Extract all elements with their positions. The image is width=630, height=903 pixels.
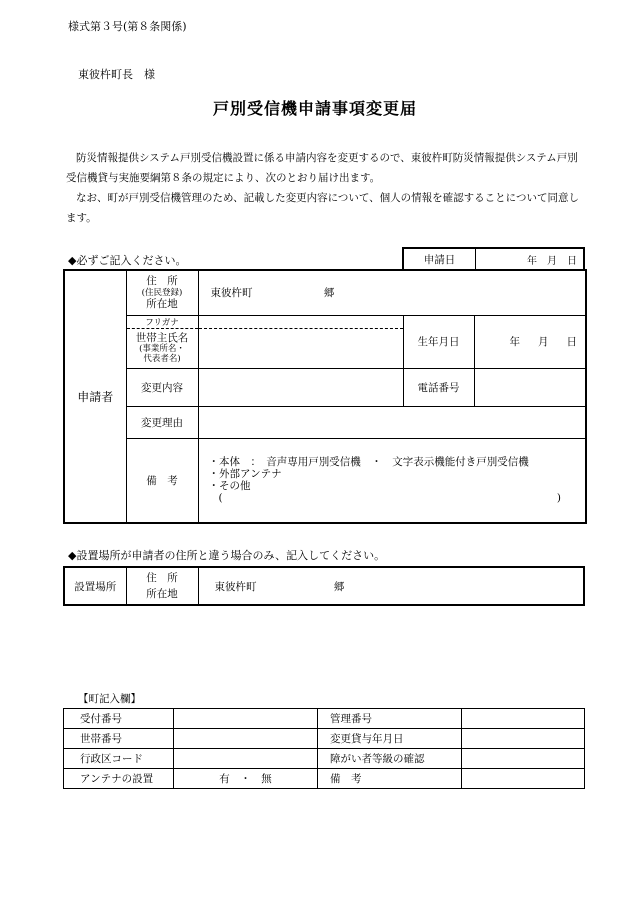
- applicant-table: [63, 269, 587, 524]
- town-right-value[interactable]: [462, 769, 585, 789]
- table-row: [64, 749, 585, 769]
- required-note: ◆必ずご記入ください。: [68, 254, 187, 267]
- change-content-label: 変更内容: [126, 368, 198, 406]
- phone-field[interactable]: [474, 368, 586, 406]
- town-left-value[interactable]: [174, 749, 318, 769]
- town-left-label: アンテナの設置: [64, 769, 174, 789]
- install-address-label-2: 所在地: [146, 588, 178, 600]
- intro-paragraph-2: なお、町が戸別受信機管理のため、記載した変更内容について、個人の情報を確認することについて同意します。: [66, 192, 579, 224]
- table-row: [64, 729, 585, 749]
- householder-sub-1: (事業所名・: [139, 344, 185, 354]
- town-left-label: 受付番号: [64, 709, 174, 729]
- town-right-label: 備 考: [318, 769, 462, 789]
- date-month: 月: [547, 255, 557, 267]
- intro-paragraph-1: 防災情報提供システム戸別受信機設置に係る申請内容を変更するので、東彼杵町防災情報提供システム戸別受信機貸与実施要綱第８条の規定により、次のとおり届け出ます。: [66, 152, 578, 184]
- install-address-field[interactable]: [198, 567, 584, 605]
- form-number: 様式第３号(第８条関係): [68, 20, 187, 33]
- remarks-line-2: ・外部アンテナ: [208, 468, 282, 481]
- town-right-label: 変更貸与年月日: [318, 729, 462, 749]
- application-date-label: 申請日: [404, 249, 476, 269]
- address-field[interactable]: [198, 270, 586, 315]
- table-row: [64, 709, 585, 729]
- applicant-label: 申請者: [64, 270, 126, 523]
- table-row: [64, 769, 585, 789]
- application-date-box: [402, 247, 585, 269]
- remarks-label: 備 考: [126, 438, 198, 523]
- page-title: 戸別受信機申請事項変更届: [212, 99, 417, 118]
- change-content-field[interactable]: [198, 368, 403, 406]
- install-note: ◆設置場所が申請者の住所と違う場合のみ、記入してください。: [68, 549, 386, 562]
- householder-sub-2: 代表者名): [143, 354, 181, 364]
- town-left-value[interactable]: [174, 729, 318, 749]
- birth-month: 月: [538, 336, 549, 348]
- change-reason-label: 変更理由: [126, 406, 198, 438]
- householder-label-cell: [126, 328, 198, 368]
- remarks-field[interactable]: [198, 438, 586, 523]
- address-sub-label: (住民登録): [141, 287, 183, 298]
- town-left-value[interactable]: [174, 709, 318, 729]
- remarks-line-1: ・本体 ： 音声専用戸別受信機 ・ 文字表示機能付き戸別受信機: [208, 456, 529, 469]
- remarks-open-paren: (: [218, 492, 223, 505]
- phone-label: 電話番号: [403, 368, 474, 406]
- town-left-value[interactable]: 有 ・ 無: [174, 769, 318, 789]
- install-address-label: 住 所: [146, 572, 178, 584]
- town-right-value[interactable]: [462, 709, 585, 729]
- birth-day: 日: [566, 336, 578, 348]
- furigana-field[interactable]: [198, 315, 403, 328]
- remarks-line-3: ・その他: [208, 480, 251, 493]
- install-address-district: 郷: [333, 580, 345, 593]
- remarks-other-parens: [209, 492, 582, 504]
- birthdate-label: 生年月日: [403, 315, 474, 368]
- birth-year: 年: [509, 336, 521, 348]
- remarks-close-paren: ): [556, 492, 562, 505]
- intro-text: [66, 148, 581, 228]
- install-place-label: 設置場所: [64, 567, 126, 605]
- furigana-label: フリガナ: [126, 315, 198, 328]
- install-table: [63, 566, 585, 606]
- householder-label: 世帯主氏名: [135, 332, 189, 344]
- town-right-label: 管理番号: [318, 709, 462, 729]
- householder-field[interactable]: [198, 328, 403, 368]
- address-label-2: 所在地: [146, 297, 178, 310]
- install-address-label-cell: [126, 567, 198, 605]
- town-right-value[interactable]: [462, 749, 585, 769]
- date-year: 年: [527, 255, 537, 267]
- birthdate-field[interactable]: [474, 315, 586, 368]
- town-section-label: 【町記入欄】: [78, 693, 141, 705]
- date-day: 日: [567, 255, 577, 267]
- address-town: 東彼杵町: [210, 287, 253, 300]
- town-use-table: [63, 708, 585, 789]
- town-left-label: 世帯番号: [64, 729, 174, 749]
- install-address-town: 東彼杵町: [214, 580, 257, 593]
- address-district: 郷: [323, 287, 335, 300]
- town-right-label: 障がい者等級の確認: [318, 749, 462, 769]
- addressee: 東彼杵町長 様: [78, 68, 155, 81]
- address-label-cell: [126, 270, 198, 315]
- town-right-value[interactable]: [462, 729, 585, 749]
- change-reason-field[interactable]: [198, 406, 586, 438]
- application-date-field[interactable]: [476, 249, 583, 269]
- address-label: 住 所: [146, 274, 178, 287]
- town-left-label: 行政区コード: [64, 749, 174, 769]
